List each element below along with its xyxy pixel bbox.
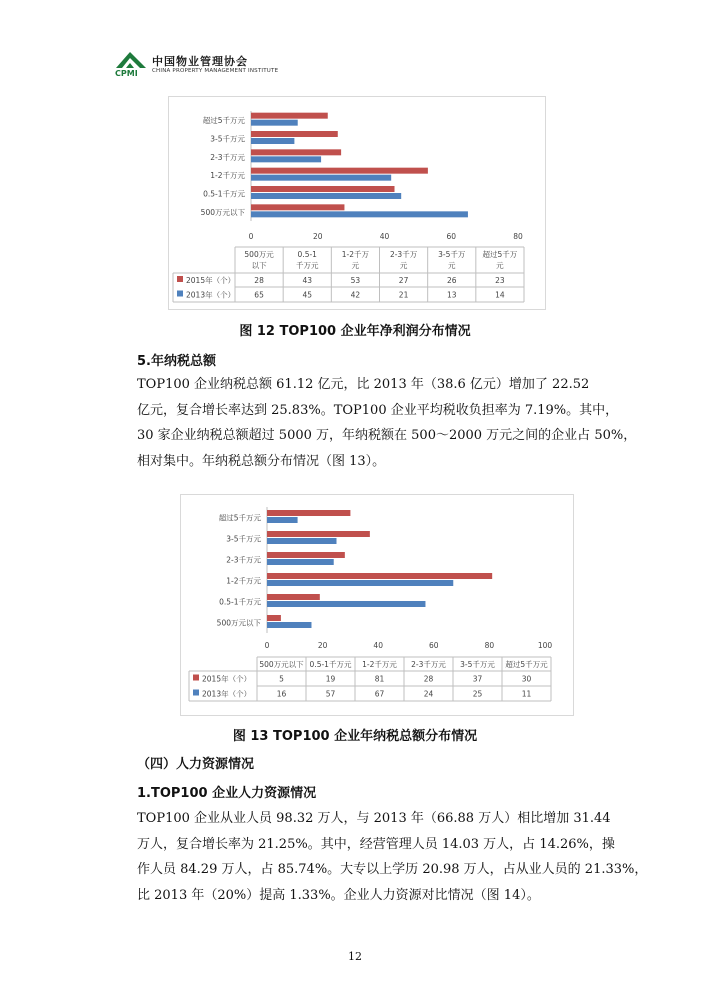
paragraph-line: 作人员 84.29 万人，占 85.74%。大专以上学历 20.98 万人，占从业人员的 21.33%，: [137, 862, 648, 877]
x-tick-label: 100: [537, 641, 553, 650]
bar-2015: [267, 552, 345, 558]
figure-12-caption: 图 12 TOP100 企业年净利润分布情况: [239, 324, 471, 339]
table-header: 500万元以下: [259, 660, 304, 669]
table-header: 500万元: [244, 250, 274, 259]
paragraph-line: 亿元，复合增长率达到 25.83%。TOP100 企业平均税收负担率为 7.19%。其中，: [137, 402, 619, 418]
bar-2013: [267, 517, 298, 523]
table-cell-value: 13: [446, 290, 457, 300]
table-header: 2-3千万: [389, 250, 418, 259]
table-cell-value: 23: [495, 276, 505, 285]
chart-13-svg: [181, 495, 573, 715]
legend-series-name: 2013年（个）: [186, 290, 236, 300]
x-tick-label: 20: [312, 232, 323, 241]
table-cell-value: 57: [325, 689, 336, 699]
category-tick-label: 0.5-1千万元: [203, 189, 245, 199]
table-cell-value: 42: [350, 290, 361, 300]
bar-2015: [267, 594, 320, 600]
table-header: 千万元: [296, 261, 319, 270]
table-cell-value: 16: [276, 689, 287, 699]
x-tick-label: 60: [429, 641, 439, 650]
section-5-paragraph: [137, 372, 637, 474]
category-tick-label: 超过5千万元: [218, 513, 261, 523]
x-tick-label: 0: [264, 641, 270, 650]
table-header: 元: [496, 261, 504, 270]
x-tick-label: 40: [373, 641, 383, 650]
table-header: 超过5千万元: [505, 660, 548, 669]
table-header: 0.5-1: [297, 250, 317, 259]
bar-2013: [267, 580, 453, 586]
bar-2013: [267, 559, 334, 565]
table-cell-value: 37: [472, 674, 483, 684]
x-tick-label: 80: [513, 232, 523, 241]
category-tick-label: 3-5千万元: [226, 534, 261, 544]
category-tick-label: 超过5千万元: [202, 116, 245, 126]
bar-2015: [251, 131, 338, 137]
chart-figure-12: [168, 96, 546, 310]
table-cell-value: 53: [350, 276, 361, 285]
section-4-1-paragraph: [137, 806, 648, 908]
x-tick-label: 0: [248, 232, 254, 241]
legend-series-name: 2013年（个）: [202, 689, 252, 699]
table-header: 0.5-1千万元: [309, 660, 352, 669]
x-tick-label: 20: [317, 641, 328, 650]
category-tick-label: 1-2千万元: [210, 171, 245, 181]
bar-2013: [251, 175, 391, 181]
table-cell-value: 24: [423, 689, 434, 699]
bar-2013: [267, 538, 337, 544]
category-tick-label: 2-3千万元: [226, 555, 261, 565]
table-cell-value: 14: [495, 290, 505, 300]
table-cell-value: 43: [302, 276, 313, 285]
bar-2013: [251, 211, 468, 217]
table-cell-value: 27: [398, 276, 409, 285]
table-header: 元: [448, 261, 456, 270]
table-cell-value: 19: [325, 674, 336, 684]
table-cell-value: 28: [254, 276, 264, 285]
table-cell-value: 28: [423, 674, 434, 684]
paragraph-line: TOP100 企业纳税总额 61.12 亿元，比 2013 年（38.6 亿元）增加了 22.52: [137, 377, 590, 392]
table-cell-value: 45: [302, 290, 313, 300]
table-cell-value: 26: [446, 276, 457, 285]
bar-2015: [267, 510, 350, 516]
paragraph-line: 比 2013 年（20%）提高 1.33%。企业人力资源对比情况（图 14）。: [137, 887, 540, 903]
table-cell-value: 11: [521, 689, 532, 699]
chart-figure-13: [180, 494, 574, 716]
org-name-en: CHINA PROPERTY MANAGEMENT INSTITUTE: [152, 68, 279, 74]
table-cell-value: 65: [254, 290, 264, 300]
bar-2015: [267, 573, 492, 579]
table-header: 1-2千万: [341, 250, 370, 259]
legend-series-name: 2015年（个）: [186, 276, 236, 285]
table-header: 3-5千万元: [460, 660, 495, 669]
table-cell-value: 67: [374, 689, 385, 699]
bar-2013: [251, 156, 321, 162]
bar-2013: [267, 622, 311, 628]
figure-13-caption: 图 13 TOP100 企业年纳税总额分布情况: [232, 729, 478, 744]
bar-2013: [251, 120, 298, 126]
category-tick-label: 500万元以下: [200, 207, 245, 217]
category-tick-label: 2-3千万元: [210, 152, 245, 162]
table-header: 超过5千万: [482, 250, 518, 259]
bar-2015: [251, 168, 428, 174]
table-cell-value: 25: [472, 689, 483, 699]
category-tick-label: 0.5-1千万元: [219, 597, 261, 607]
table-cell-value: 5: [279, 674, 284, 684]
bar-2015: [251, 113, 328, 119]
table-cell-value: 30: [521, 674, 532, 684]
x-tick-label: 60: [446, 232, 457, 241]
category-tick-label: 1-2千万元: [226, 576, 261, 586]
section-5-heading: 5.年纳税总额: [137, 354, 216, 369]
table-header: 1-2千万元: [362, 660, 397, 669]
logo-text: CPMI: [115, 69, 138, 78]
x-tick-label: 80: [484, 641, 495, 650]
legend-swatch-2013: [177, 291, 183, 297]
legend-swatch-2015: [177, 276, 183, 282]
bar-2015: [251, 149, 341, 155]
table-cell-value: 81: [374, 674, 385, 684]
table-cell-value: 21: [398, 290, 409, 300]
bar-2013: [251, 193, 401, 199]
table-header: 以下: [251, 261, 267, 270]
chart-12-svg: [169, 97, 545, 309]
table-header: 元: [351, 261, 360, 270]
bar-2015: [251, 204, 344, 210]
bar-2013: [251, 138, 294, 144]
org-name-cn: 中国物业管理协会: [152, 55, 248, 68]
legend-series-name: 2015年（个）: [202, 674, 252, 684]
legend-swatch-2013: [193, 690, 199, 696]
legend-swatch-2015: [193, 675, 199, 681]
table-header: 2-3千万元: [411, 660, 446, 669]
paragraph-line: 万人，复合增长率为 21.25%。其中，经营管理人员 14.03 万人，占 14.26%，操: [137, 836, 615, 852]
paragraph-line: TOP100 企业从业人员 98.32 万人，与 2013 年（66.88 万人）相比增加 31.44: [137, 811, 611, 826]
paragraph-line: 相对集中。年纳税总额分布情况（图 13）。: [137, 453, 386, 469]
table-header: 3-5千万: [438, 250, 466, 259]
section-4-heading: （四）人力资源情况: [137, 757, 255, 772]
x-tick-label: 40: [379, 232, 390, 241]
paragraph-line: 30 家企业纳税总额超过 5000 万，年纳税额在 500～2000 万元之间的企业占 50%，: [137, 428, 637, 443]
page-number: 12: [348, 950, 362, 963]
page-header: [112, 48, 412, 80]
bar-2013: [267, 601, 425, 607]
category-tick-label: 3-5千万元: [210, 134, 245, 144]
table-header: 元: [399, 261, 408, 270]
bar-2015: [267, 531, 370, 537]
section-4-1-heading: 1.TOP100 企业人力资源情况: [137, 786, 317, 801]
bar-2015: [251, 186, 395, 192]
category-tick-label: 500万元以下: [216, 618, 261, 628]
bar-2015: [267, 615, 281, 621]
